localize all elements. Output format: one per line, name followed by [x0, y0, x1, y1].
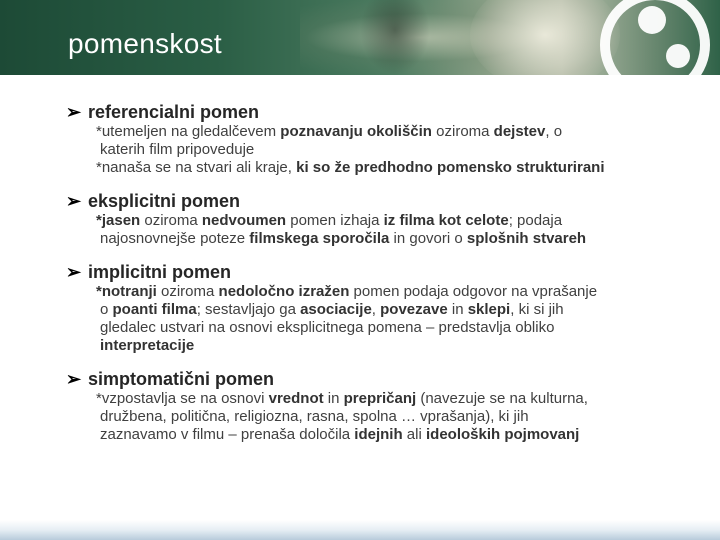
text-line: interpretacije [100, 337, 195, 354]
section-heading [66, 262, 706, 283]
text-line: *nanaša se na stvari ali kraje, ki so že predhodno pomensko strukturirani [96, 159, 605, 176]
section-heading-text: implicitni pomen [88, 262, 232, 282]
text-line: gledalec ustvari na osnovi eksplicitnega pomena – predstavlja obliko [100, 319, 555, 336]
text-line: *vzpostavlja se na osnovi vrednot in prepričanj (navezuje se na kulturna, [96, 390, 588, 407]
section-heading-text: simptomatični pomen [88, 369, 275, 389]
section-body [90, 283, 706, 355]
text-line: *jasen oziroma nedvoumen pomen izhaja iz filma kot celote; podaja [96, 212, 563, 229]
text-line: najosnovnejše poteze filmskega sporočila in govori o splošnih stvareh [100, 230, 587, 247]
header-photo-figure [360, 0, 430, 75]
section-body [90, 212, 706, 248]
page-title: pomenskost [68, 28, 222, 59]
text-line: *notranji oziroma nedoločno izražen pomen podaja odgovor na vprašanje [96, 283, 598, 300]
text-line: katerih film pripoveduje [100, 141, 255, 158]
arrow-bullet-icon: ➢ [66, 369, 82, 389]
brand-logo-icon [590, 0, 720, 75]
section-heading-text: eksplicitni pomen [88, 191, 241, 211]
arrow-bullet-icon: ➢ [66, 262, 82, 282]
text-line: zaznavamo v filmu – prenaša določila idejnih ali ideoloških pojmovanj [100, 426, 580, 443]
section-simptomaticni [66, 369, 706, 444]
arrow-bullet-icon: ➢ [66, 102, 82, 122]
text-line: družbena, politična, religiozna, rasna, spolna … vprašanja), ki jih [100, 408, 529, 425]
slide-content [66, 102, 706, 444]
footer-bar [0, 520, 720, 540]
section-heading-text: referencialni pomen [88, 102, 260, 122]
section-heading [66, 102, 706, 123]
section-eksplicitni [66, 191, 706, 248]
text-line: o poanti filma; sestavljajo ga asociacije, povezave in sklepi, ki si jih [100, 301, 564, 318]
header-banner [0, 0, 720, 75]
section-heading [66, 191, 706, 212]
section-heading [66, 369, 706, 390]
section-implicitni [66, 262, 706, 355]
section-body [90, 123, 706, 177]
arrow-bullet-icon: ➢ [66, 191, 82, 211]
section-referencialni [66, 102, 706, 177]
text-line: *utemeljen na gledalčevem poznavanju okoliščin oziroma dejstev, o [96, 123, 563, 140]
section-body [90, 390, 706, 444]
